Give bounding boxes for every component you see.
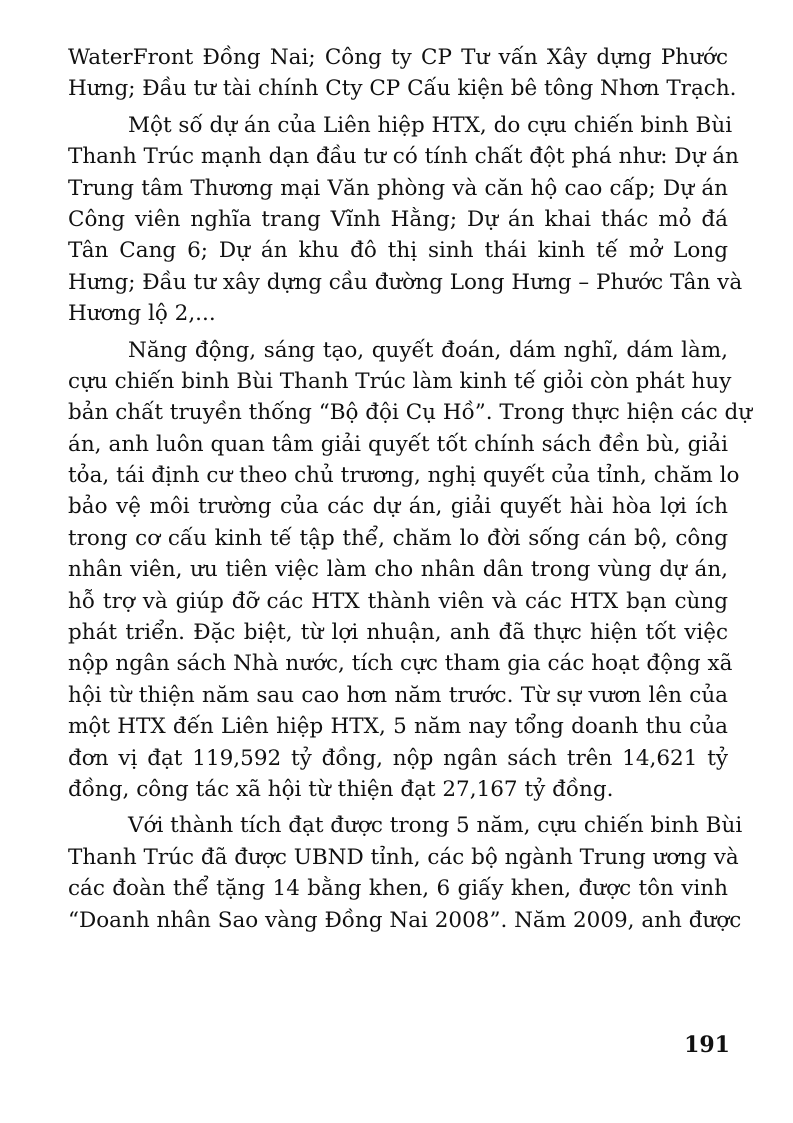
text-line: Hưng; Đầu tư tài chính Cty CP Cấu kiện bê tông Nhơn Trạch.	[68, 76, 737, 102]
text-line: nộp ngân sách Nhà nước, tích cực tham gia các hoạt động xã	[68, 651, 733, 677]
text-line: bảo vệ môi trường của các dự án, giải quyết hài hòa lợi ích	[68, 494, 728, 520]
text-line: Thanh Trúc mạnh dạn đầu tư có tính chất đột phá như: Dự án	[68, 144, 739, 170]
text-line: các đoàn thể tặng 14 bằng khen, 6 giấy khen, được tôn vinh	[68, 876, 728, 902]
text-line: bản chất truyền thống “Bộ đội Cụ Hồ”. Trong thực hiện các dự	[68, 400, 753, 426]
text-line: Hưng; Đầu tư xây dựng cầu đường Long Hưng – Phước Tân và	[68, 269, 743, 295]
text-line: hội từ thiện năm sau cao hơn năm trước. Từ sự vươn lên của	[68, 682, 728, 708]
text-line: cựu chiến binh Bùi Thanh Trúc làm kinh tế giỏi còn phát huy	[68, 368, 732, 394]
text-line: Công viên nghĩa trang Vĩnh Hằng; Dự án khai thác mỏ đá	[68, 206, 728, 232]
text-line: Hương lộ 2,...	[68, 301, 216, 327]
text-line: đơn vị đạt 119,592 tỷ đồng, nộp ngân sách trên 14,621 tỷ	[68, 745, 728, 771]
text-line: đồng, công tác xã hội từ thiện đạt 27,167 tỷ đồng.	[68, 776, 614, 802]
text-line: WaterFront Đồng Nai; Công ty CP Tư vấn Xây dựng Phước	[68, 45, 728, 70]
text-line: hỗ trợ và giúp đỡ các HTX thành viên và các HTX bạn cùng	[68, 588, 728, 614]
text-line: tỏa, tái định cư theo chủ trương, nghị quyết của tỉnh, chăm lo	[68, 463, 740, 489]
text-line: Một số dự án của Liên hiệp HTX, do cựu chiến binh Bùi	[128, 112, 733, 138]
text-line: Với thành tích đạt được trong 5 năm, cựu chiến binh Bùi	[128, 813, 743, 839]
text-line: trong cơ cấu kinh tế tập thể, chăm lo đời sống cán bộ, công	[68, 525, 728, 551]
page-number: 191	[684, 1032, 730, 1058]
text-line: Trung tâm Thương mại Văn phòng và căn hộ cao cấp; Dự án	[68, 175, 728, 201]
text-line: Thanh Trúc đã được UBND tỉnh, các bộ ngành Trung ương và	[68, 844, 739, 870]
text-line: Năng động, sáng tạo, quyết đoán, dám nghĩ, dám làm,	[128, 337, 728, 363]
text-line: án, anh luôn quan tâm giải quyết tốt chính sách đền bù, giải	[68, 431, 728, 457]
body-text	[68, 42, 753, 936]
text-line: phát triển. Đặc biệt, từ lợi nhuận, anh đã thực hiện tốt việc	[68, 620, 728, 646]
text-line: một HTX đến Liên hiệp HTX, 5 năm nay tổng doanh thu của	[68, 714, 728, 740]
text-line: Tân Cang 6; Dự án khu đô thị sinh thái kinh tế mở Long	[68, 238, 728, 264]
text-line: nhân viên, ưu tiên việc làm cho nhân dân trong vùng dự án,	[68, 557, 728, 583]
text-line: “Doanh nhân Sao vàng Đồng Nai 2008”. Năm 2009, anh được	[68, 907, 742, 933]
